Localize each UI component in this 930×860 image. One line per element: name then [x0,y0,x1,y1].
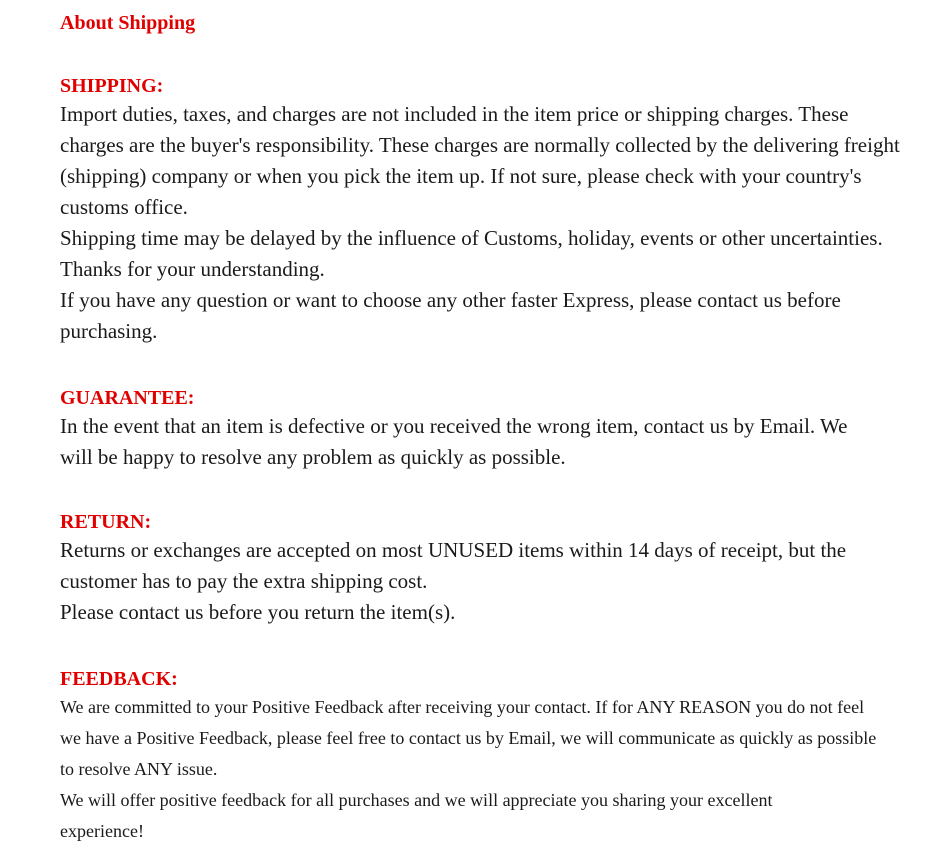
shipping-heading: SHIPPING: [60,75,164,97]
feedback-heading: FEEDBACK: [60,668,178,690]
feedback-paragraph-commitment: We are committed to your Positive Feedback after receiving your contact. If for ANY REASON you do not feel we have a Positive Feedback, please feel free to contact us by Email, we will communicate as quickly as possible to resolve ANY issue. [60,697,877,779]
return-heading: RETURN: [60,511,152,533]
return-paragraph-contact: Please contact us before you return the item(s). [60,600,456,624]
shipping-paragraph-duties: Import duties, taxes, and charges are not included in the item price or shipping charges. These charges are the buyer's responsibility. These charges are normally collected by the delivering freight (shipping) company or when you pick the item up. If not sure, please check with your country's customs office. [60,102,900,219]
page-title: About Shipping [60,12,196,34]
guarantee-paragraph: In the event that an item is defective or you received the wrong item, contact us by Email. We will be happy to resolve any problem as quickly as possible. [60,414,848,469]
shipping-paragraph-delay: Shipping time may be delayed by the influence of Customs, holiday, events or other uncertainties. Thanks for your understanding. [60,226,883,281]
feedback-paragraph-offer: We will offer positive feedback for all purchases and we will appreciate you sharing your excellent experience! [60,790,773,841]
shipping-paragraph-contact: If you have any question or want to choose any other faster Express, please contact us before purchasing. [60,288,841,343]
shipping-section [60,73,920,347]
return-section [60,509,920,628]
feedback-section [60,666,920,847]
guarantee-heading: GUARANTEE: [60,387,195,409]
guarantee-section [60,385,920,473]
return-paragraph-policy: Returns or exchanges are accepted on most UNUSED items within 14 days of receipt, but the customer has to pay the extra shipping cost. [60,538,847,593]
